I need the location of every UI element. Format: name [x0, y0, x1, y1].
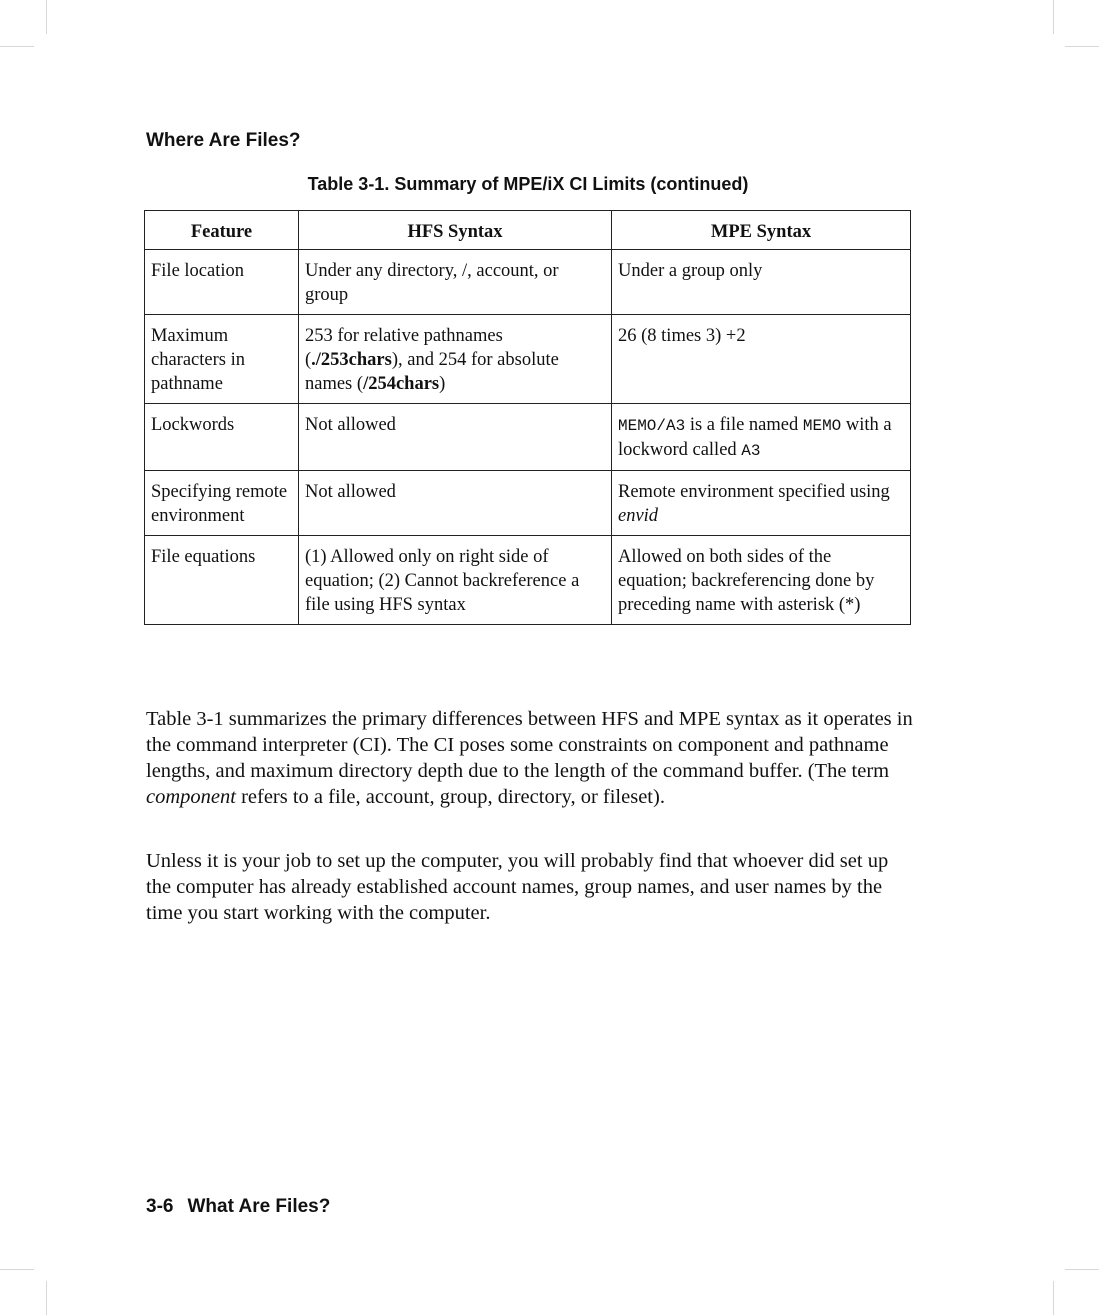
text-run: Table 3-1 summarizes the primary differences between HFS and MPE syntax as it operates in the command interpreter (CI). The CI poses some constraints on component and pathname lengths, and maximum directory depth due to the length of the command buffer. (The term — [146, 708, 913, 782]
crop-mark — [1053, 1281, 1054, 1315]
emphasis-text: component — [146, 786, 236, 808]
table-row — [145, 250, 911, 315]
table-header-row — [145, 211, 911, 250]
path-example: ./253chars — [311, 350, 392, 370]
code-text: A3 — [741, 442, 761, 460]
feature-cell: File location — [145, 250, 299, 315]
feature-cell: File equations — [145, 536, 299, 625]
code-text: MEMO/A3 — [618, 417, 686, 435]
hfs-cell: Not allowed — [299, 404, 612, 471]
limits-table — [144, 210, 911, 625]
code-text: MEMO — [802, 417, 842, 435]
hfs-cell: Not allowed — [299, 471, 612, 536]
text-run: ) — [439, 374, 446, 394]
crop-mark — [46, 1281, 47, 1315]
text-run: refers to a file, account, group, directory, or fileset). — [235, 786, 665, 808]
path-example: /254chars — [363, 374, 440, 394]
text-run: with a lockword called — [618, 415, 892, 460]
table-caption: Table 3-1. Summary of MPE/iX CI Limits (continued) — [307, 174, 749, 194]
crop-mark — [1065, 46, 1099, 47]
column-header-feature: Feature — [145, 211, 299, 250]
body-paragraph — [146, 706, 916, 810]
mpe-cell — [612, 471, 911, 536]
mpe-cell: 26 (8 times 3) +2 — [612, 315, 911, 404]
text-run: ), and 254 for absolute names ( — [305, 350, 559, 394]
mpe-cell: Allowed on both sides of the equation; backreferencing done by preceding name with asterisk (*) — [612, 536, 911, 625]
page-number: 3-6 — [146, 1196, 174, 1217]
crop-mark — [0, 46, 34, 47]
hfs-cell: Under any directory, /, account, or group — [299, 250, 612, 315]
emphasis-text: envid — [618, 506, 659, 526]
body-paragraph: Unless it is your job to set up the computer, you will probably find that whoever did set up the computer has already established account names, group names, and user names by the time you start working with the computer. — [146, 850, 889, 924]
crop-mark — [0, 1269, 34, 1270]
text-run: is a file named — [685, 415, 803, 435]
feature-cell: Specifying remote environment — [145, 471, 299, 536]
running-header: Where Are Files? — [146, 130, 301, 151]
text-run: 253 for relative pathnames ( — [305, 326, 503, 370]
mpe-cell: Under a group only — [612, 250, 911, 315]
column-header-mpe: MPE Syntax — [612, 211, 911, 250]
column-header-hfs: HFS Syntax — [299, 211, 612, 250]
table-row — [145, 404, 911, 471]
feature-cell: Lockwords — [145, 404, 299, 471]
crop-mark — [1065, 1269, 1099, 1270]
hfs-cell — [299, 315, 612, 404]
mpe-cell — [612, 404, 911, 471]
feature-cell: Maximum characters in pathname — [145, 315, 299, 404]
text-run: Remote environment specified using — [618, 482, 890, 502]
crop-mark — [46, 0, 47, 34]
table-row — [145, 315, 911, 404]
table-row — [145, 536, 911, 625]
page-footer — [146, 1196, 344, 1218]
table-row — [145, 471, 911, 536]
chapter-title: What Are Files? — [187, 1196, 331, 1217]
hfs-cell: (1) Allowed only on right side of equation; (2) Cannot backreference a file using HFS syntax — [299, 536, 612, 625]
crop-mark — [1053, 0, 1054, 34]
